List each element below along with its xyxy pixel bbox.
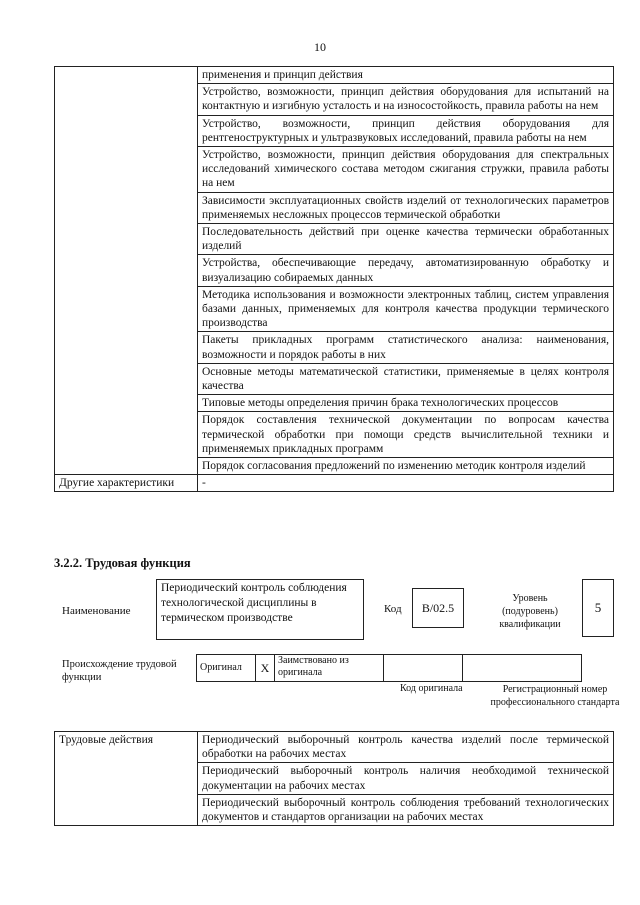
section-title: 3.2.2. Трудовая функция: [54, 556, 191, 570]
borrowed-cell: Заимствовано из оригинала: [275, 655, 384, 682]
table-cell: Устройство, возможности, принцип действия оборудования для спектральных исследований химического состава методом сжигания стружки, правила работы на нем: [198, 147, 614, 193]
table-cell: Методика использования и возможности электронных таблиц, систем управления базами данных, применяемых для контроля качества продукции термического производства: [198, 286, 614, 332]
table-cell: Порядок согласования предложений по изменению методик контроля изделий: [198, 458, 614, 475]
table-cell: Зависимости эксплуатационных свойств изделий от технологических параметров применяемых несложных процессов термической обработки: [198, 192, 614, 223]
table-cell: Периодический выборочный контроль наличия необходимой технической документации на рабочих местах: [198, 763, 614, 794]
code-box: В/02.5: [412, 588, 464, 628]
code-label: Код: [384, 603, 402, 615]
original-cell: Оригинал: [197, 655, 256, 682]
registration-number-caption: Регистрационный номер профессионального стандарта: [490, 684, 620, 708]
table-cell: Устройства, обеспечивающие передачу, автоматизированную обработку и визуализацию собираемых данных: [198, 255, 614, 286]
name-label: Наименование: [62, 605, 131, 617]
origin-table: [196, 654, 582, 682]
table-cell: Периодический выборочный контроль качества изделий после термической обработки на рабочих местах: [198, 732, 614, 763]
original-code-cell: [384, 655, 463, 682]
table-cell: Пакеты прикладных программ статистического анализа: наименования, возможности и порядок работы в них: [198, 332, 614, 363]
table-cell: Порядок составления технической документации по вопросам качества термической обработки при помощи средств вычислительной техники и применяемых прикладных программ: [198, 412, 614, 458]
table-cell: применения и принцип действия: [198, 67, 614, 84]
registration-number-cell: [463, 655, 582, 682]
other-characteristics-label: Другие характеристики: [55, 475, 198, 492]
table-cell: Периодический выборочный контроль соблюдения требований технологических документов и стандартов организации на рабочих местах: [198, 794, 614, 825]
labor-actions-label: Трудовые действия: [55, 732, 198, 826]
table-cell: Последовательность действий при оценке качества термически обработанных изделий: [198, 224, 614, 255]
knowledge-table: [54, 66, 614, 492]
page-number: 10: [314, 40, 326, 54]
table-cell: Основные методы математической статистики, применяемые в целях контроля качества: [198, 363, 614, 394]
original-mark: X: [256, 655, 275, 682]
table-cell: Устройство, возможности, принцип действия оборудования для рентгеноструктурных и ультразвуковых исследований, правила работы на нем: [198, 115, 614, 146]
empty-label-cell: [55, 67, 198, 475]
other-characteristics-value: -: [198, 475, 614, 492]
level-box: 5: [582, 579, 614, 637]
table-cell: Типовые методы определения причин брака технологических процессов: [198, 395, 614, 412]
original-code-caption: Код оригинала: [400, 683, 463, 694]
function-name-box: Периодический контроль соблюдения технологической дисциплины в термическом производстве: [156, 579, 364, 640]
level-label: Уровень (подуровень) квалификации: [499, 593, 561, 630]
labor-actions-table: [54, 731, 614, 826]
origin-label: Происхождение трудовой функции: [62, 659, 177, 683]
table-cell: Устройство, возможности, принцип действия оборудования для испытаний на контактную и изгибную усталость и на износостойкость, правила работы на нем: [198, 84, 614, 115]
